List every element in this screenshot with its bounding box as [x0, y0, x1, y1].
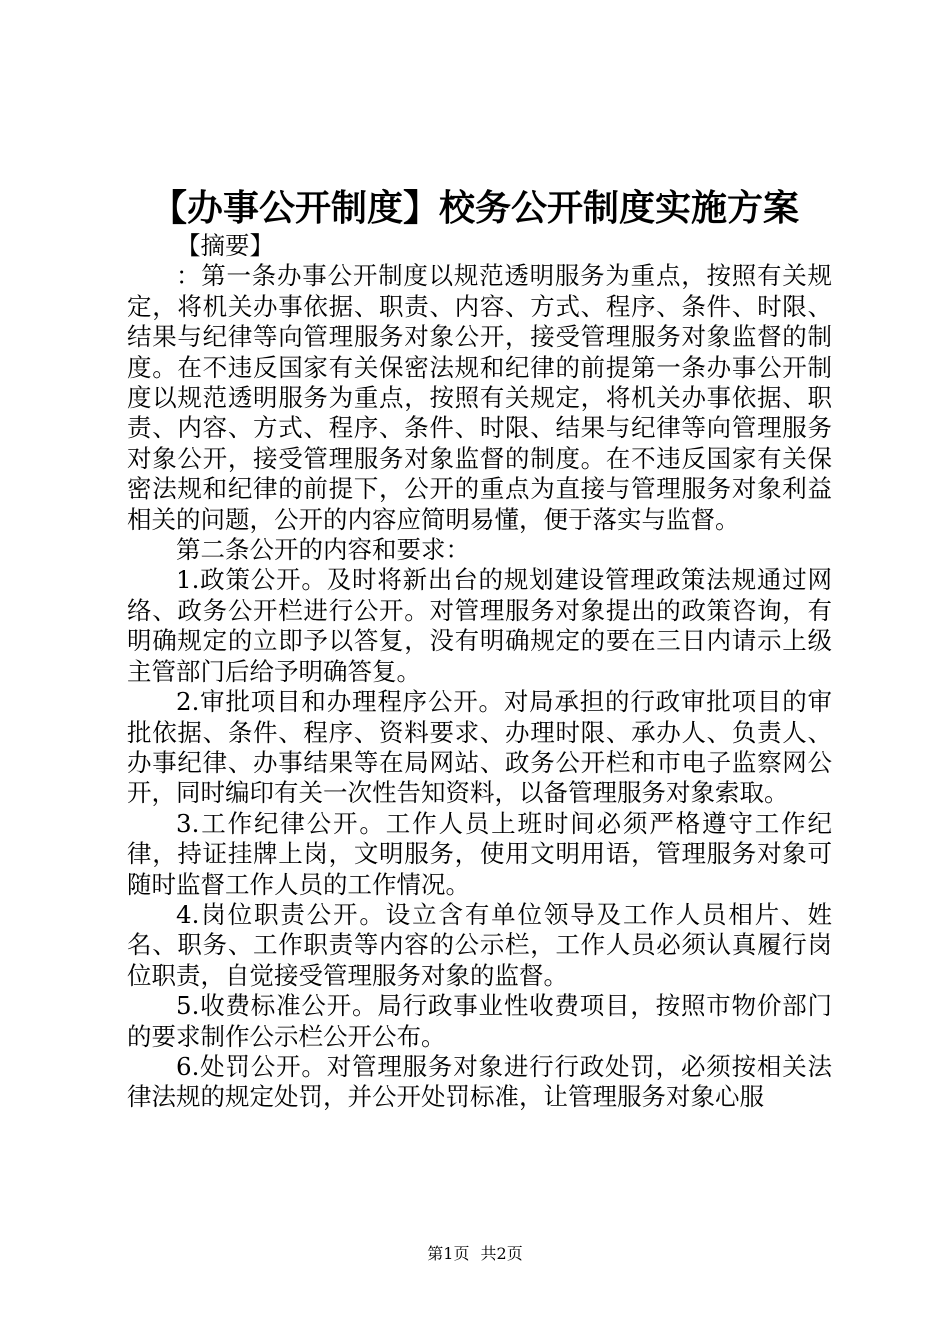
paragraph-article-2-heading: 第二条公开的内容和要求：: [176, 535, 470, 565]
page-number: 第1页: [427, 1244, 470, 1263]
paragraph-item-6: 6.处罚公开。对管理服务对象进行行政处罚，必须按相关法律法规的规定处罚，并公开处罚标准，让管理服务对象心服: [127, 1051, 832, 1112]
paragraph-item-1: 1.政策公开。及时将新出台的规划建设管理政策法规通过网络、政务公开栏进行公开。对管理服务对象提出的政策咨询，有明确规定的立即予以答复，没有明确规定的要在三日内请示上级主管部门后给予明确答复。: [127, 565, 832, 686]
paragraph-item-5: 5.收费标准公开。局行政事业性收费项目，按照市物价部门的要求制作公示栏公开公布。: [127, 991, 832, 1051]
document-body: [127, 231, 832, 1113]
paragraph-abstract-label: 【摘要】: [176, 231, 274, 260]
paragraph-article-1: ：第一条办事公开制度以规范透明服务为重点，按照有关规定，将机关办事依据、职责、内容、方式、程序、条件、时限、结果与纪律等向管理服务对象公开，接受管理服务对象监督的制度。在不违反国家有关保密法规和纪律的前提第一条办事公开制度以规范透明服务为重点，按照有关规定，将机关办事依据、职责、内容、方式、程序、条件、时限、结果与纪律等向管理服务对象公开，接受管理服务对象监督的制度。在不违反国家有关保密法规和纪律的前提下，公开的重点为直接与管理服务对象利益相关的问题，公开的内容应简明易懂，便于落实与监督。: [127, 261, 832, 534]
paragraph-item-2: 2.审批项目和办理程序公开。对局承担的行政审批项目的审批依据、条件、程序、资料要求、办理时限、承办人、负责人、办事纪律、办事结果等在局网站、政务公开栏和市电子监察网公开，同时编印有关一次性告知资料，以备管理服务对象索取。: [127, 687, 832, 808]
paragraph-item-3: 3.工作纪律公开。工作人员上班时间必须严格遵守工作纪律，持证挂牌上岗，文明服务，使用文明用语，管理服务对象可随时监督工作人员的工作情况。: [127, 808, 832, 899]
page-total: 共2页: [480, 1244, 523, 1263]
paragraph-item-4: 4.岗位职责公开。设立含有单位领导及工作人员相片、姓名、职务、工作职责等内容的公示栏，工作人员必须认真履行岗位职责，自觉接受管理服务对象的监督。: [127, 899, 832, 990]
document-title: 【办事公开制度】校务公开制度实施方案: [150, 187, 799, 229]
page-footer: [0, 1243, 950, 1265]
